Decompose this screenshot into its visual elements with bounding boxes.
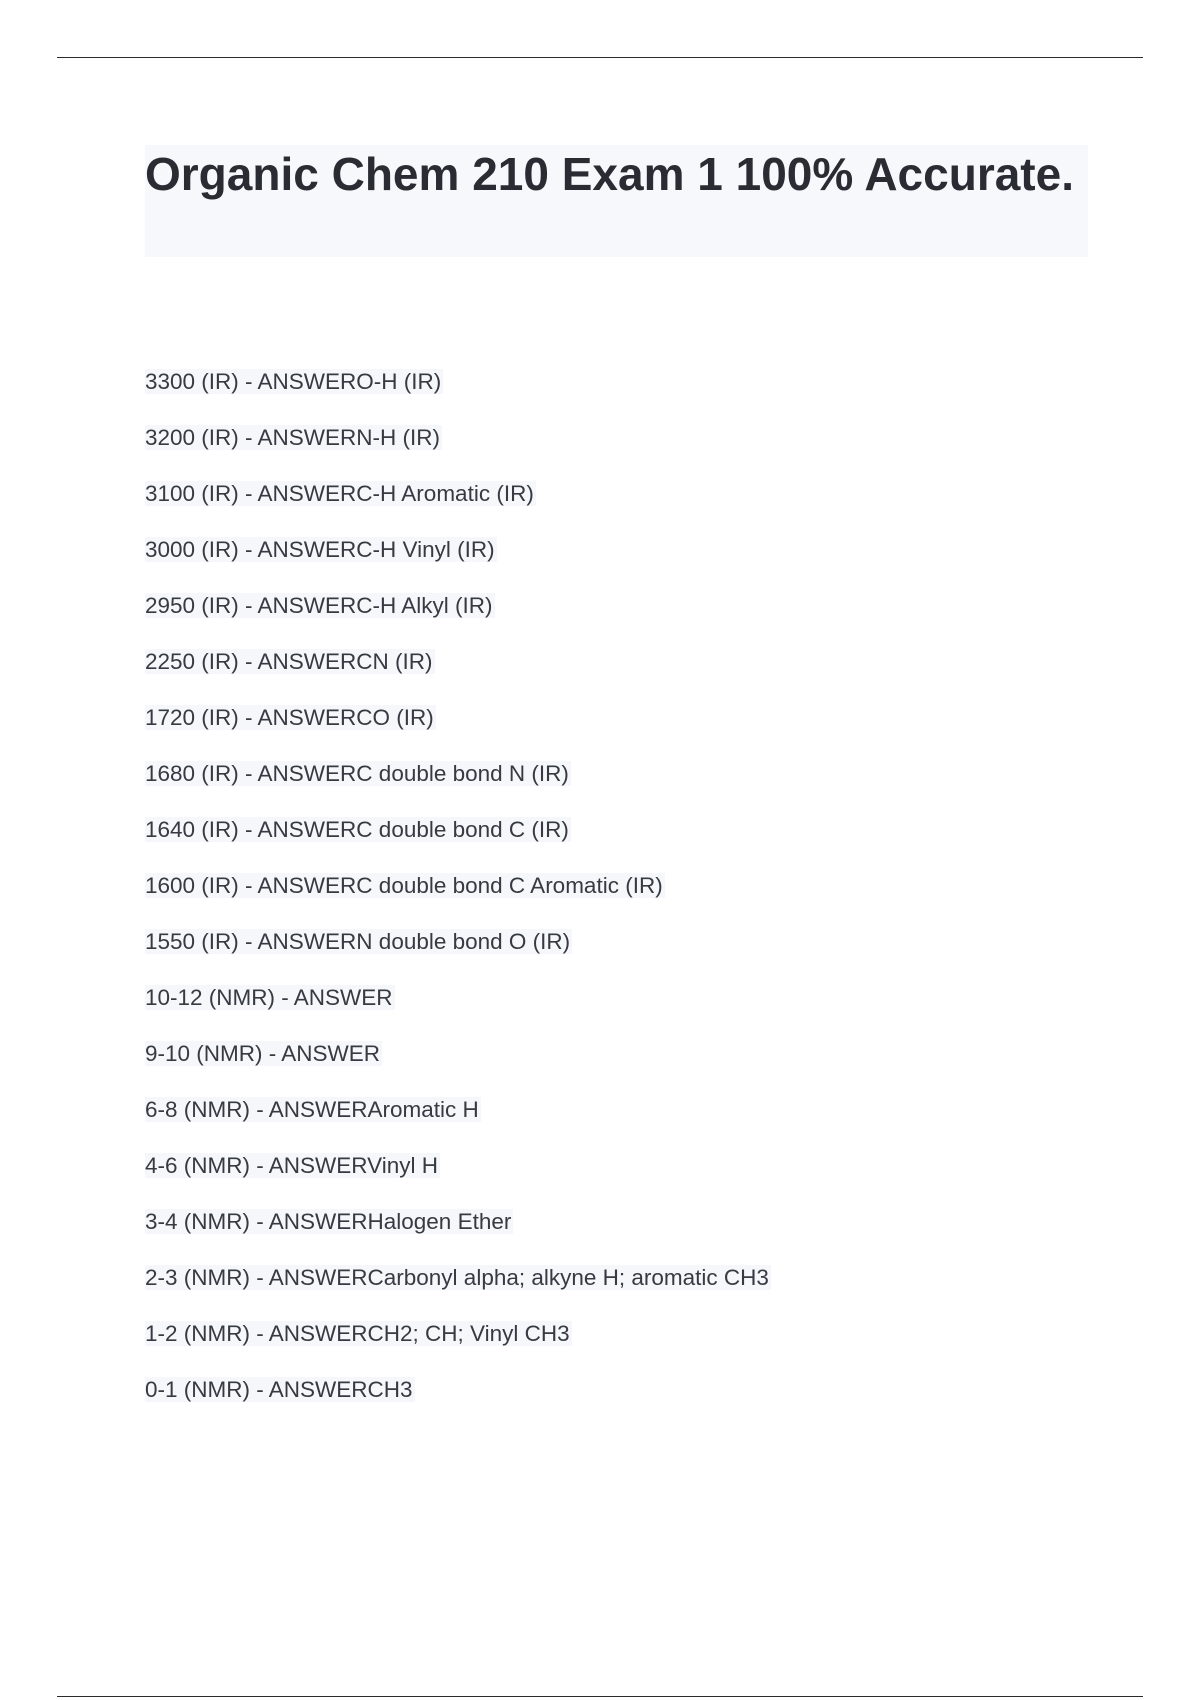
list-item-text: 3300 (IR) - ANSWERO-H (IR) <box>145 369 442 394</box>
list-item <box>145 816 771 872</box>
list-item-text: 3200 (IR) - ANSWERN-H (IR) <box>145 425 441 450</box>
list-item <box>145 1096 771 1152</box>
list-item-text: 2-3 (NMR) - ANSWERCarbonyl alpha; alkyne H; aromatic CH3 <box>145 1265 769 1290</box>
list-item-text: 4-6 (NMR) - ANSWERVinyl H <box>145 1153 438 1178</box>
list-item-text: 1-2 (NMR) - ANSWERCH2; CH; Vinyl CH3 <box>145 1321 570 1346</box>
list-item-text: 3000 (IR) - ANSWERC-H Vinyl (IR) <box>145 537 495 562</box>
title-block <box>145 145 1088 257</box>
list-item-text: 1720 (IR) - ANSWERCO (IR) <box>145 705 434 730</box>
list-item-text: 1680 (IR) - ANSWERC double bond N (IR) <box>145 761 569 786</box>
list-item <box>145 760 771 816</box>
bottom-divider <box>57 1696 1143 1697</box>
qa-list <box>145 368 771 1432</box>
list-item <box>145 368 771 424</box>
list-item <box>145 592 771 648</box>
list-item-text: 1600 (IR) - ANSWERC double bond C Aromatic (IR) <box>145 873 663 898</box>
list-item-text: 3-4 (NMR) - ANSWERHalogen Ether <box>145 1209 512 1234</box>
document-title: Organic Chem 210 Exam 1 100% Accurate. <box>145 148 1074 200</box>
list-item-text: 3100 (IR) - ANSWERC-H Aromatic (IR) <box>145 481 534 506</box>
list-item <box>145 928 771 984</box>
list-item-text: 10-12 (NMR) - ANSWER <box>145 985 393 1010</box>
list-item <box>145 872 771 928</box>
list-item-text: 0-1 (NMR) - ANSWERCH3 <box>145 1377 413 1402</box>
list-item <box>145 424 771 480</box>
list-item <box>145 1040 771 1096</box>
list-item <box>145 1152 771 1208</box>
list-item <box>145 1264 771 1320</box>
list-item-text: 9-10 (NMR) - ANSWER <box>145 1041 381 1066</box>
list-item-text: 6-8 (NMR) - ANSWERAromatic H <box>145 1097 479 1122</box>
top-divider <box>57 57 1143 58</box>
list-item <box>145 536 771 592</box>
list-item <box>145 1376 771 1432</box>
list-item-text: 1550 (IR) - ANSWERN double bond O (IR) <box>145 929 571 954</box>
list-item-text: 1640 (IR) - ANSWERC double bond C (IR) <box>145 817 569 842</box>
list-item <box>145 648 771 704</box>
list-item <box>145 480 771 536</box>
list-item-text: 2950 (IR) - ANSWERC-H Alkyl (IR) <box>145 593 493 618</box>
list-item-text: 2250 (IR) - ANSWERCN (IR) <box>145 649 433 674</box>
list-item <box>145 1320 771 1376</box>
list-item <box>145 1208 771 1264</box>
list-item <box>145 704 771 760</box>
list-item <box>145 984 771 1040</box>
